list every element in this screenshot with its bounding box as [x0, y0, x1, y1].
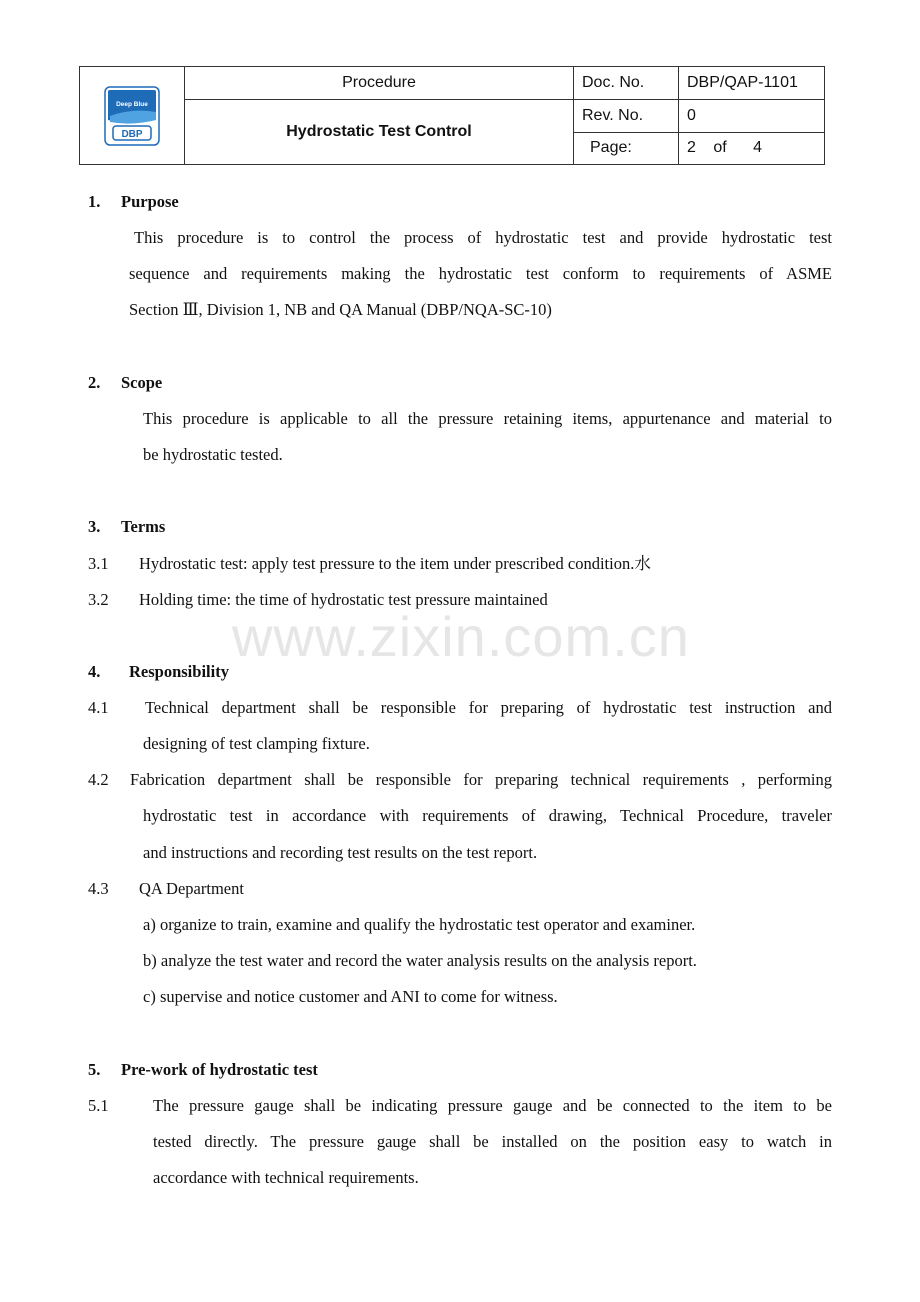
- section-2-line: This procedure is applicable to all the pressure retaining items, appurtenance and material to: [143, 409, 832, 428]
- term-3-1-number: 3.1: [88, 554, 109, 573]
- item-4-1-number: 4.1: [88, 698, 109, 717]
- item-4-3-title: QA Department: [139, 879, 244, 898]
- logo-text-top: Deep Blue: [116, 100, 148, 108]
- item-5-1-number: 5.1: [88, 1096, 109, 1115]
- item-4-3-sub: b) analyze the test water and record the water analysis results on the analysis report.: [143, 951, 697, 970]
- section-5-heading: Pre-work of hydrostatic test: [121, 1060, 318, 1079]
- section-5-number: 5.: [88, 1060, 101, 1079]
- section-1-heading: Purpose: [121, 192, 179, 211]
- doc-no-value: DBP/QAP-1101: [679, 67, 825, 100]
- dbp-logo-icon: [104, 86, 160, 146]
- section-1-line: Section Ⅲ, Division 1, NB and QA Manual (DBP/NQA-SC-10): [129, 300, 552, 319]
- section-3-heading: Terms: [121, 517, 166, 536]
- procedure-label: Procedure: [185, 67, 574, 100]
- logo-cell: [80, 67, 185, 165]
- term-3-2-number: 3.2: [88, 590, 109, 609]
- doc-no-label: Doc. No.: [574, 67, 679, 100]
- item-4-2-line: Fabrication department shall be responsible for preparing technical requirements , performing: [130, 770, 832, 789]
- section-1-line: This procedure is to control the process of hydrostatic test and provide hydrostatic test: [134, 228, 832, 247]
- item-5-1-line: The pressure gauge shall be indicating pressure gauge and be connected to the item to be: [153, 1096, 832, 1115]
- page-value: [679, 132, 825, 165]
- page-total: 4: [753, 139, 763, 157]
- watermark: www.zixin.com.cn: [232, 605, 690, 668]
- section-2-line: be hydrostatic tested.: [143, 445, 283, 464]
- page-label: Page:: [574, 132, 679, 165]
- document-header: [79, 66, 825, 165]
- item-4-2-number: 4.2: [88, 770, 109, 789]
- page-of: of: [713, 139, 727, 157]
- term-3-2-text: Holding time: the time of hydrostatic test pressure maintained: [139, 590, 548, 609]
- section-2-heading: Scope: [121, 373, 163, 392]
- term-3-1-text: Hydrostatic test: apply test pressure to the item under prescribed condition.水: [139, 554, 651, 573]
- item-4-2-line: hydrostatic test in accordance with requirements of drawing, Technical Procedure, traveler: [143, 806, 832, 825]
- item-4-3-sub: c) supervise and notice customer and ANI to come for witness.: [143, 987, 558, 1006]
- item-5-1-line: accordance with technical requirements.: [153, 1168, 419, 1187]
- item-4-2-line: and instructions and recording test results on the test report.: [143, 843, 538, 862]
- rev-no-label: Rev. No.: [574, 100, 679, 133]
- item-4-1-line: designing of test clamping fixture.: [143, 734, 370, 753]
- section-4-heading: Responsibility: [129, 662, 229, 681]
- logo-text-bottom: DBP: [121, 128, 143, 140]
- section-2-number: 2.: [88, 373, 101, 392]
- item-4-1-line: Technical department shall be responsible for preparing of hydrostatic test instruction and: [145, 698, 832, 717]
- item-4-3-sub: a) organize to train, examine and qualify the hydrostatic test operator and examiner.: [143, 915, 696, 934]
- section-1-number: 1.: [88, 192, 101, 211]
- section-1-line: sequence and requirements making the hydrostatic test conform to requirements of ASME: [129, 264, 832, 283]
- section-3-number: 3.: [88, 517, 101, 536]
- page-current: 2: [687, 139, 696, 157]
- section-4-number: 4.: [88, 662, 101, 681]
- item-5-1-line: tested directly. The pressure gauge shall be installed on the position easy to watch in: [153, 1132, 832, 1151]
- document-title: Hydrostatic Test Control: [185, 100, 574, 165]
- rev-no-value: 0: [679, 100, 825, 133]
- item-4-3-number: 4.3: [88, 879, 109, 898]
